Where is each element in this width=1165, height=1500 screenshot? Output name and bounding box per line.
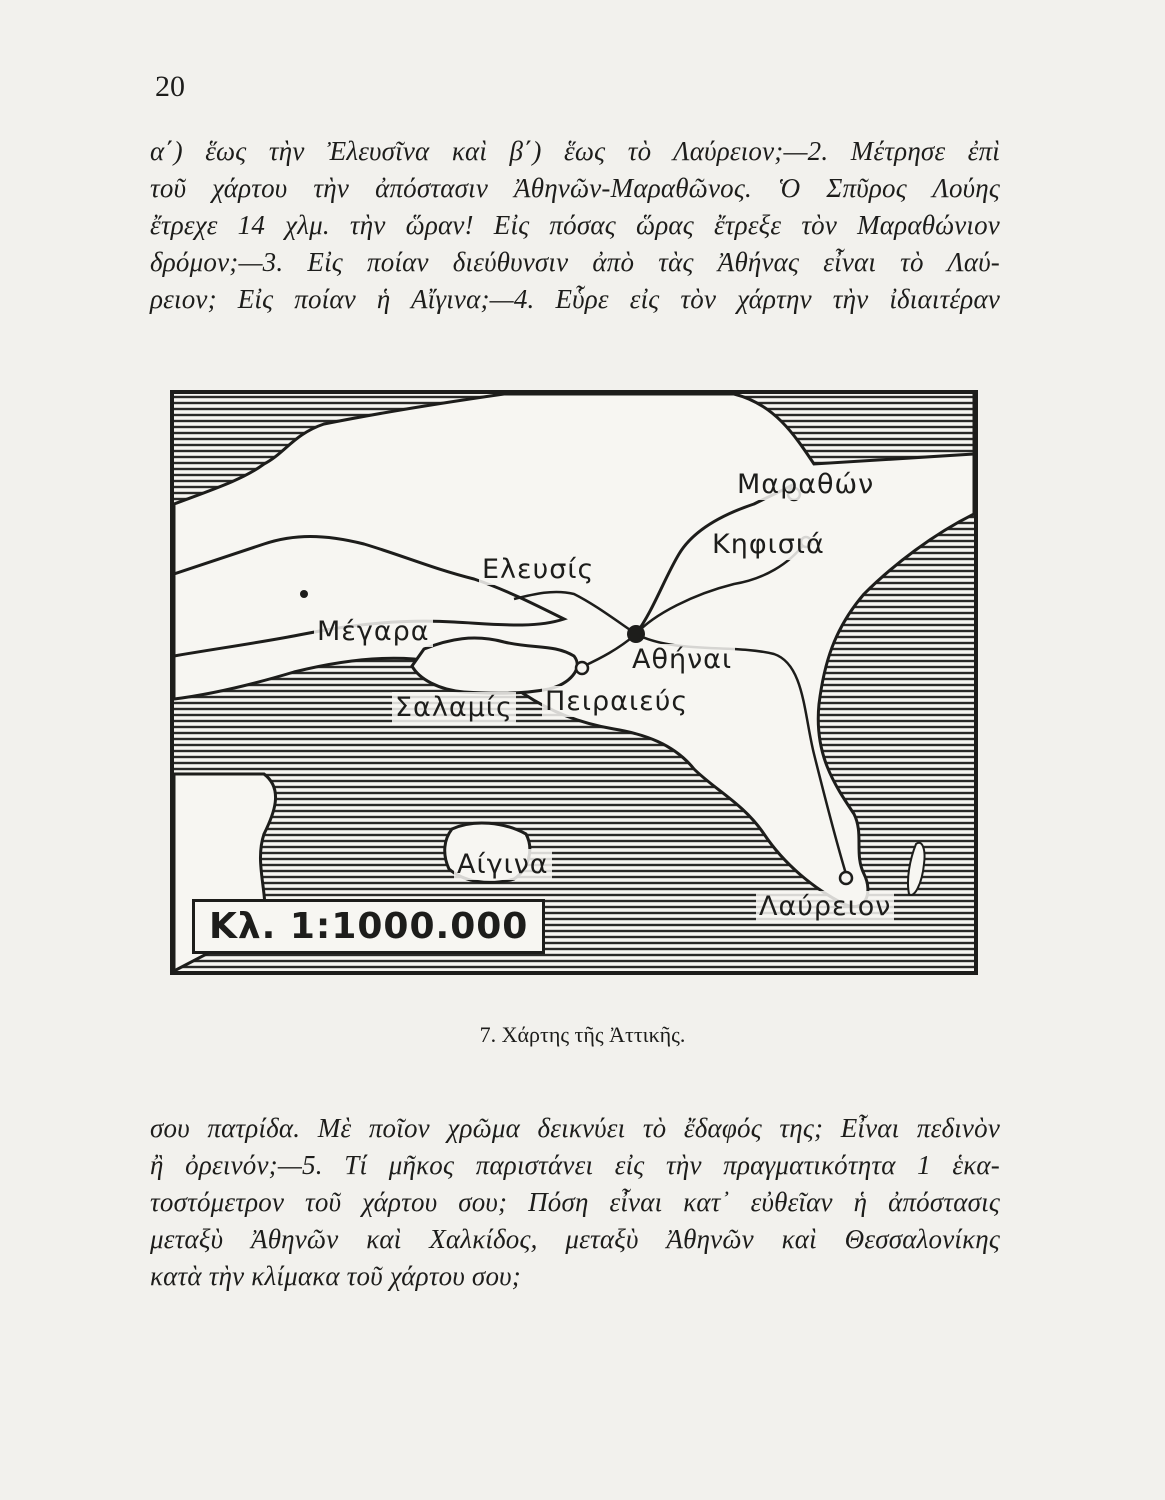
text-line: δρόμον;—3. Εἰς ποίαν διεύθυνσιν ἀπὸ τὰς Ἀθήνας εἶναι τὸ Λαύ-	[150, 247, 1000, 277]
bottom-paragraph	[150, 1110, 1000, 1295]
attica-map	[170, 390, 978, 975]
text-line: α΄) ἕως τὴν Ἐλευσῖνα καὶ β΄) ἕως τὸ Λαύρειον;—2. Μέτρησε ἐπὶ	[150, 136, 1000, 166]
laurium-dot	[840, 872, 852, 884]
text-line: τοστόμετρον τοῦ χάρτου σου; Πόση εἶναι κατ᾿ εὐθεῖαν ἡ ἀπόστασις	[150, 1187, 1000, 1217]
label-kifisia: Κηφισιά	[709, 529, 828, 560]
text-line: σου πατρίδα. Μὲ ποῖον χρῶμα δεικνύει τὸ ἔδαφός της; Εἶναι πεδινὸν	[150, 1113, 1000, 1143]
text-line: ρειον; Εἰς ποίαν ἡ Αἴγινα;—4. Εὗρε εἰς τὸν χάρτην τὴν ἰδιαιτέραν	[150, 284, 1000, 314]
text-line: τοῦ χάρτου τὴν ἀπόστασιν Ἀθηνῶν-Μαραθῶνος. Ὁ Σπῦρος Λούης	[150, 173, 1000, 203]
label-piraeus: Πειραιεύς	[542, 686, 691, 717]
text-line: μεταξὺ Ἀθηνῶν καὶ Χαλκίδος, μεταξὺ Ἀθηνῶν καὶ Θεσσαλονίκης	[150, 1224, 1000, 1254]
text-line: ἔτρεχε 14 χλμ. τὴν ὥραν! Εἰς πόσας ὥρας ἔτρεξε τὸν Μαραθώνιον	[150, 210, 1000, 240]
label-eleusis: Ελευσίς	[479, 554, 597, 585]
map-scale: Κλ. 1:1000.000	[192, 899, 545, 954]
piraeus-dot	[576, 662, 588, 674]
figure-caption: 7. Χάρτης τῆς Ἀττικῆς.	[479, 1022, 686, 1047]
megara-dot	[300, 590, 308, 598]
label-laurium: Λαύρειον	[756, 891, 894, 922]
label-athens: Αθήναι	[629, 644, 735, 675]
athens-dot	[627, 625, 645, 643]
label-salamis: Σαλαμίς	[392, 692, 516, 723]
top-paragraph	[150, 133, 1000, 318]
text-line: κατὰ τὴν κλίμακα τοῦ χάρτου σου;	[150, 1261, 521, 1291]
label-aegina: Αίγινα	[454, 849, 552, 880]
text-line: ἢ ὀρεινόν;—5. Τί μῆκος παριστάνει εἰς τὴν πραγματικότητα 1 ἑκα-	[150, 1150, 1000, 1180]
label-marathon: Μαραθών	[734, 469, 877, 500]
label-megara: Μέγαρα	[314, 616, 433, 647]
page-number: 20	[155, 70, 185, 103]
